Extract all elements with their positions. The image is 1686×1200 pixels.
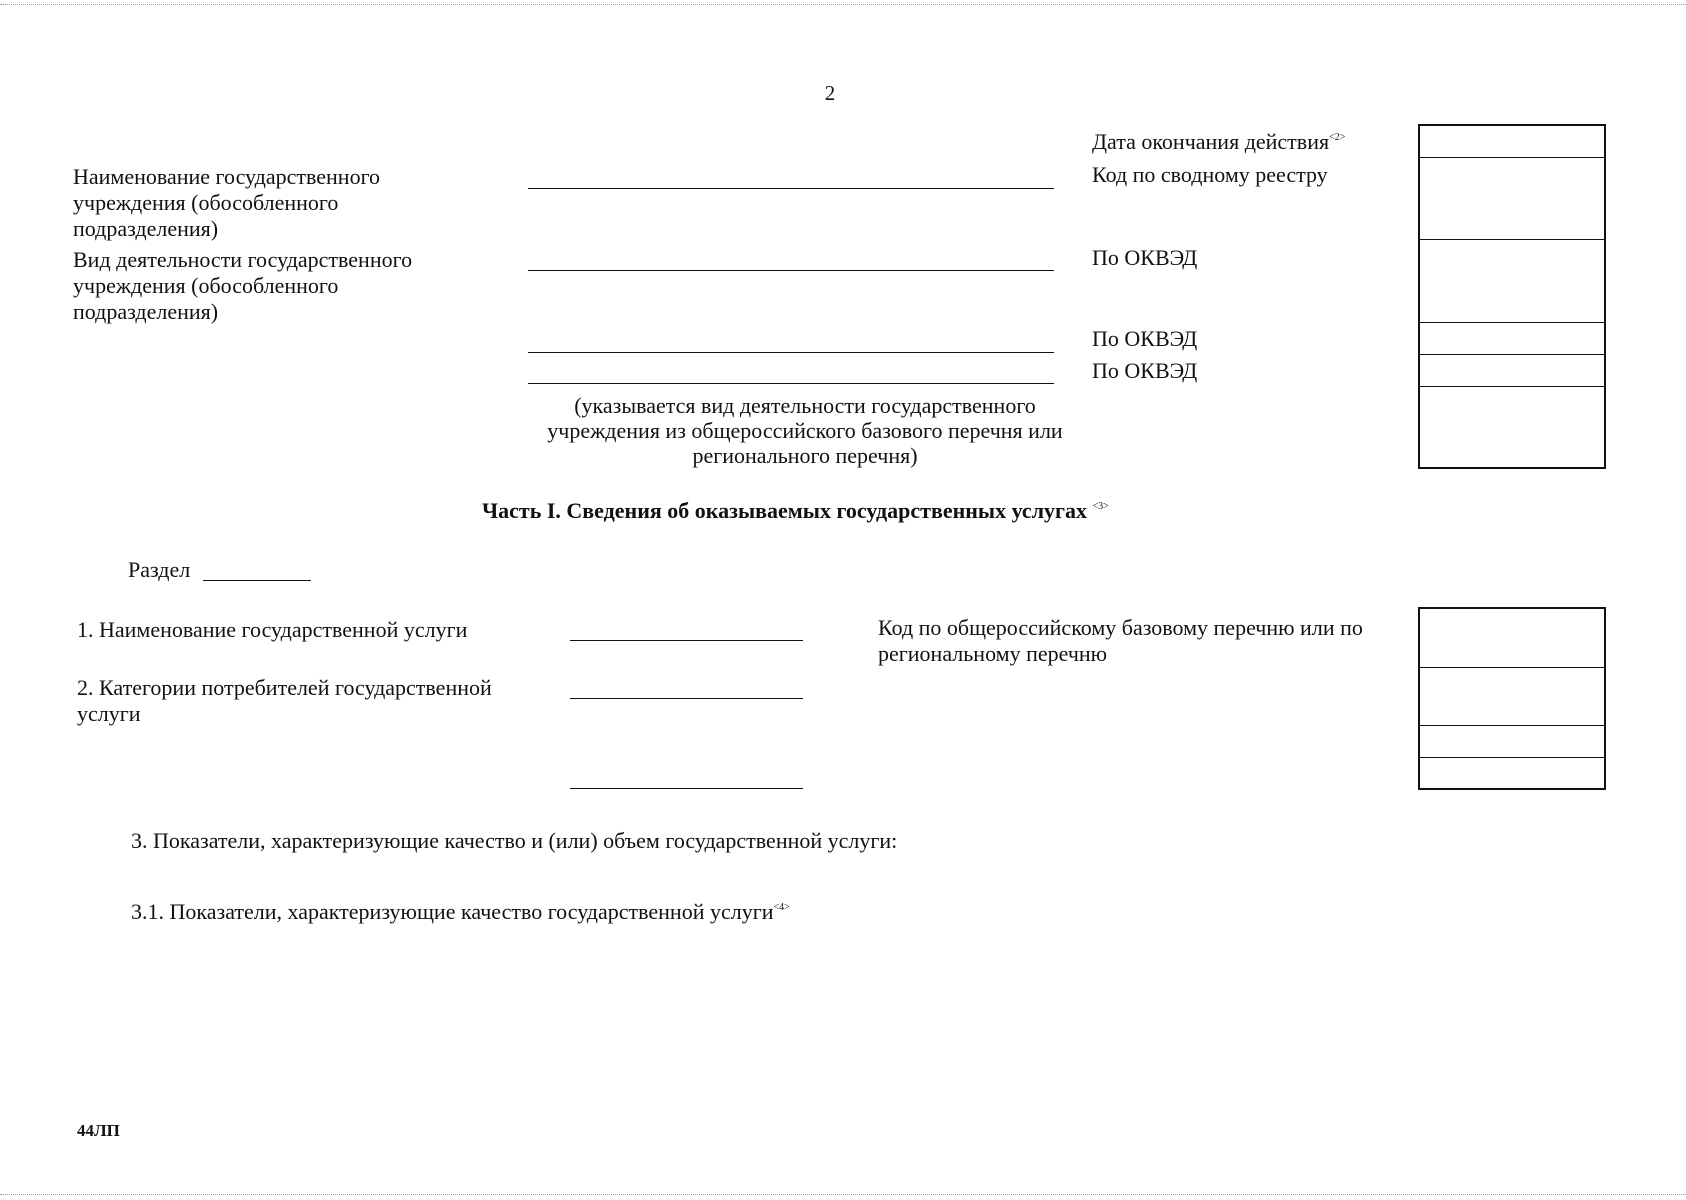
consumer-categories-label: 2. Категории потребителей государственной услуги	[77, 675, 492, 726]
activity-note: (указывается вид деятельности государственного учреждения из общероссийского базового перечня или регионального перечня)	[547, 393, 1063, 468]
scan-edge-top	[0, 4, 1686, 5]
institution-name-field[interactable]	[528, 188, 1054, 189]
okved-field-1[interactable]	[1420, 240, 1604, 323]
okved-field-4[interactable]	[1420, 387, 1604, 467]
base-list-code-label: Код по общероссийскому базовому перечню или по региональному перечню	[878, 615, 1363, 666]
service-code-field-2[interactable]	[1420, 668, 1604, 726]
service-code-field-4[interactable]	[1420, 758, 1604, 788]
consumer-categories-field-2[interactable]	[570, 788, 803, 789]
registry-code-field[interactable]	[1420, 158, 1604, 240]
institution-name-label: Наименование государственного учреждения (обособленного подразделения)	[73, 164, 381, 241]
service-name-field[interactable]	[570, 640, 803, 641]
part1-heading: Часть I. Сведения об оказываемых государственных услугах $^{<3>}$	[482, 498, 1109, 523]
consumer-categories-field-1[interactable]	[570, 698, 803, 699]
okved-field-2[interactable]	[1420, 323, 1604, 355]
section-number-field[interactable]	[203, 580, 311, 581]
page-number: 2	[824, 81, 836, 105]
activity-type-field-3[interactable]	[528, 383, 1054, 384]
registry-code-label: Код по сводному реестру	[1092, 162, 1328, 187]
okved-label-2: По ОКВЭД	[1092, 326, 1198, 351]
quality-indicators-footnote-ref: <4>	[773, 902, 790, 913]
date-end-field[interactable]	[1420, 126, 1604, 158]
okved-label-3: По ОКВЭД	[1092, 358, 1198, 383]
header-code-box	[1418, 124, 1606, 469]
activity-type-label: Вид деятельности государственного учреждения (обособленного подразделения)	[73, 247, 413, 324]
quality-indicators-label: 3.1. Показатели, характеризующие качество государственной услуги$^{<4>}$	[131, 899, 790, 924]
service-code-box	[1418, 607, 1606, 790]
part1-footnote-ref: <3>	[1092, 501, 1109, 512]
scan-edge-bottom	[0, 1194, 1686, 1195]
okved-field-3[interactable]	[1420, 355, 1604, 387]
activity-type-field-2[interactable]	[528, 352, 1054, 353]
service-code-field-3[interactable]	[1420, 726, 1604, 758]
date-end-footnote-ref: <2>	[1329, 132, 1346, 143]
activity-type-field-1[interactable]	[528, 270, 1054, 271]
date-end-label: Дата окончания действия$^{<2>}$	[1092, 129, 1346, 154]
section-label: Раздел	[128, 557, 191, 582]
base-list-code-field[interactable]	[1420, 609, 1604, 668]
okved-label-1: По ОКВЭД	[1092, 245, 1198, 270]
service-name-label: 1. Наименование государственной услуги	[77, 617, 468, 642]
document-code: 44ЛП	[77, 1121, 120, 1140]
indicators-label: 3. Показатели, характеризующие качество и (или) объем государственной услуги:	[131, 828, 898, 853]
